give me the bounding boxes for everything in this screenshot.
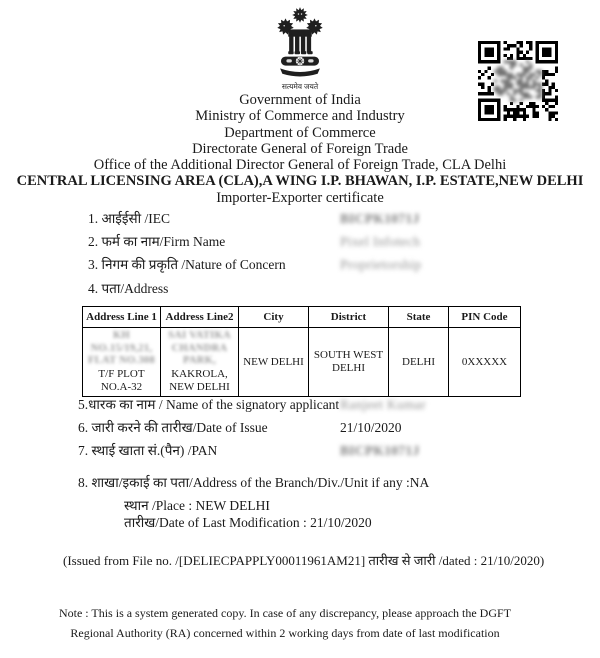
iec-label: 1. आईईसी /IEC bbox=[88, 211, 171, 226]
field-row-pan bbox=[78, 439, 590, 462]
issued-from-file-line: (Issued from File no. /[DELIECPAPPLY00011961AM21] तारीख से जारी /dated : 21/10/2020) bbox=[63, 553, 545, 568]
address-table-row bbox=[83, 328, 521, 397]
ashoka-emblem-icon bbox=[270, 5, 330, 81]
fields-1-4 bbox=[88, 207, 590, 300]
place-block bbox=[124, 498, 372, 532]
last-modification-line: तारीख/Date of Last Modification : 21/10/2020 bbox=[124, 514, 372, 530]
branch-address-label: 8. शाखा/इकाई का पता/Address of the Branch/Div./Unit if any :NA bbox=[78, 474, 430, 490]
address-line2-clear: KAKROLA, NEW DELHI bbox=[169, 367, 230, 393]
directorate-line: Directorate General of Foreign Trade bbox=[192, 140, 408, 157]
iec-value: BICPK1071J bbox=[340, 211, 420, 226]
header-address-line2: Address Line2 bbox=[161, 307, 239, 328]
address-label: 4. पता/Address bbox=[88, 280, 169, 296]
address-table-header-row bbox=[83, 307, 521, 328]
address-line1-clear: T/F PLOT NO.A-32 bbox=[98, 367, 145, 393]
pan-value: BICPK1071J bbox=[340, 443, 420, 459]
header-district: District bbox=[309, 307, 389, 328]
header-address-line1: Address Line 1 bbox=[83, 307, 161, 328]
header-pin-code: PIN Code bbox=[449, 307, 521, 328]
header-state: State bbox=[389, 307, 449, 328]
firm-name-label: 2. फर्म का नाम/Firm Name bbox=[88, 234, 226, 250]
emblem-caption: सत्यमेव जयते bbox=[281, 82, 319, 91]
date-of-issue-value: 21/10/2020 bbox=[340, 420, 402, 436]
field-row-branch-address bbox=[78, 471, 590, 494]
cell-address-line2 bbox=[161, 328, 239, 397]
address-line1-redacted: KH NO.15/19,21, FLAT NO.308 bbox=[87, 330, 156, 367]
cell-state: DELHI bbox=[389, 328, 449, 397]
office-line: Office of the Additional Director General of Foreign Trade, CLA Delhi bbox=[93, 157, 507, 174]
firm-name-value: Pixel Infotech bbox=[340, 234, 421, 250]
place-line: स्थान /Place : NEW DELHI bbox=[124, 498, 270, 513]
document-header bbox=[0, 92, 600, 206]
system-note bbox=[0, 603, 570, 644]
certificate-title: Importer-Exporter certificate bbox=[216, 189, 384, 206]
department-line: Department of Commerce bbox=[224, 124, 376, 141]
cell-address-line1 bbox=[83, 328, 161, 397]
cell-pin-code: 0XXXXX bbox=[449, 328, 521, 397]
date-of-issue-label: 6. जारी करने की तारीख/Date of Issue bbox=[78, 420, 268, 436]
nature-of-concern-value: Proprietorship bbox=[340, 257, 422, 273]
cell-city: NEW DELHI bbox=[239, 328, 309, 397]
licensing-area-line: CENTRAL LICENSING AREA (CLA),A WING I.P. BHAWAN, I.P. ESTATE,NEW DELHI bbox=[16, 173, 584, 190]
field-row-address bbox=[88, 277, 590, 300]
field-row-iec bbox=[88, 207, 590, 230]
nature-of-concern-label: 3. निगम की प्रकृति /Nature of Concern bbox=[88, 257, 286, 273]
header-city: City bbox=[239, 307, 309, 328]
field-row-signatory-name bbox=[78, 393, 590, 416]
address-table bbox=[82, 306, 521, 397]
cell-district: SOUTH WEST DELHI bbox=[309, 328, 389, 397]
ministry-line: Ministry of Commerce and Industry bbox=[195, 108, 405, 125]
signatory-name-value: Ranjeet Kumar bbox=[340, 397, 426, 412]
field-row-firm-name bbox=[88, 230, 590, 253]
field-row-date-of-issue bbox=[78, 416, 590, 439]
note-line-2: Regional Authority (RA) concerned within 2 working days from date of last modification bbox=[70, 626, 500, 641]
pan-label: 7. स्थाई खाता सं.(पैन) /PAN bbox=[78, 443, 218, 459]
note-line-1: Note : This is a system generated copy. In case of any discrepancy, please approach the DGFT bbox=[58, 606, 512, 620]
field-row-nature-of-concern bbox=[88, 253, 590, 276]
gov-of-india-line: Government of India bbox=[239, 92, 361, 108]
fields-5-8 bbox=[78, 393, 590, 494]
address-line2-redacted: SAI VATIKA CHANDRA PARK, bbox=[168, 330, 231, 367]
signatory-name-label: 5.धारक का नाम / Name of the signatory applicant bbox=[78, 397, 340, 412]
